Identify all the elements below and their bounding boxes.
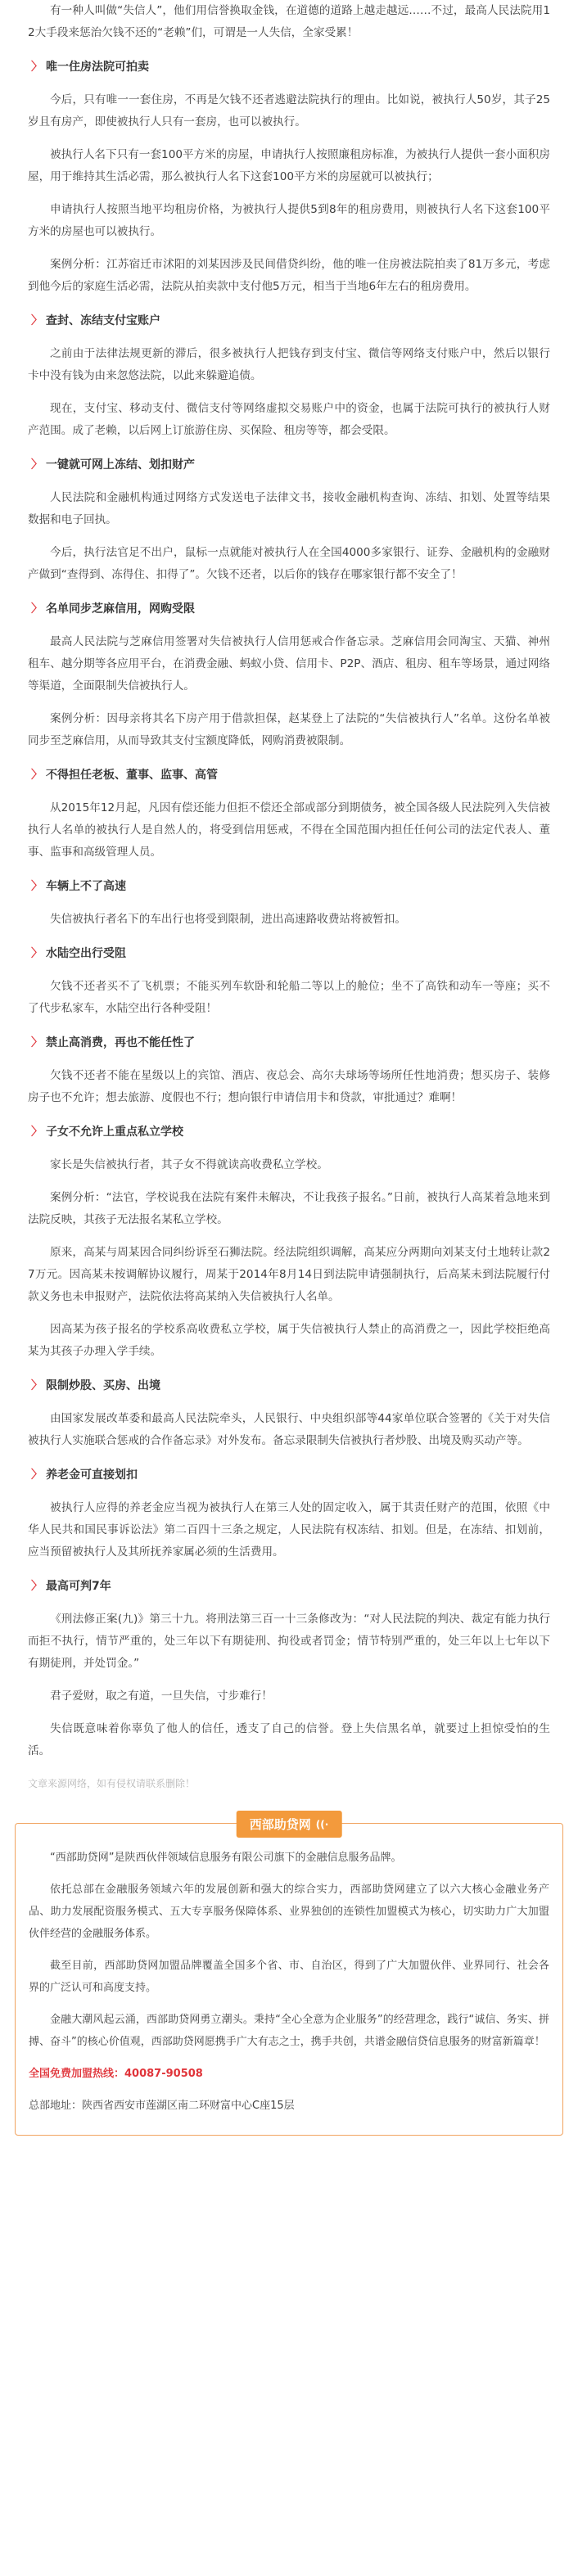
intro-paragraph: 有一种人叫做“失信人”，他们用信誉换取金钱，在道德的道路上越走越远……不过，最高人民法院用12大手段来惩治欠钱不还的“老赖”们，可谓是一人失信，全家受累！ (28, 4, 550, 39)
closing-paragraph: 君子爱财，取之有道，一旦失信，寸步难行！ (50, 1690, 273, 1703)
section-heading (28, 55, 550, 78)
company-paragraph: 截至目前，西部助贷网加盟品牌覆盖全国多个省、市、自治区，得到了广大加盟伙伴、业界同行、社会各界的广泛认可和高度支持。 (29, 1960, 549, 1994)
section-title: 查封、冻结支付宝账户 (46, 314, 160, 327)
arrow-right-icon: 〉 (31, 314, 43, 327)
section-heading (28, 1120, 550, 1143)
paragraph: 今后，只有唯一一套住房，不再是欠钱不还者逃避法院执行的理由。比如说，被执行人50岁，其子25岁且有房产，即使被执行人只有一套房，也可以被执行。 (28, 93, 550, 129)
section-heading (28, 1031, 550, 1053)
brand-badge-label: 西部助贷网 (249, 1817, 311, 1832)
section-title: 车辆上不了高速 (46, 880, 126, 893)
paragraph: 从2015年12月起，凡因有偿还能力但拒不偿还全部或部分到期债务，被全国各级人民法院列入失信被执行人名单的被执行人是自然人的，将受到信用惩戒，不得在全国范围内担任任何公司的法定代表人、董事、监事和高级管理人员。 (28, 801, 550, 859)
section-title: 子女不允许上重点私立学校 (46, 1126, 183, 1139)
paragraph: 现在，支付宝、移动支付、微信支付等网络虚拟交易账户中的资金，也属于法院可执行的被执行人财产范围。成了老赖，以后网上订旅游住房、买保险、租房等等，都会受限。 (28, 402, 550, 437)
arrow-right-icon: 〉 (31, 1036, 43, 1049)
paragraph: 由国家发展改革委和最高人民法院牵头，人民银行、中央组织部等44家单位联合签署的《关于对失信被执行人实施联合惩戒的合作备忘录》对外发布。备忘录限制失信被执行者炒股、出境及购买动产等。 (28, 1412, 550, 1447)
section-heading (28, 763, 550, 786)
source-disclaimer: 文章来源网络，如有侵权请联系删除！ (28, 1778, 196, 1789)
company-paragraph: “西部助贷网”是陕西伙伴领域信息服务有限公司旗下的金融信息服务品牌。 (50, 1852, 402, 1864)
section-title: 一键就可网上冻结、划扣财产 (46, 458, 195, 471)
section-title: 水陆空出行受阻 (46, 947, 126, 960)
paragraph: 案例分析：“法官，学校说我在法院有案件未解决，不让我孩子报名。”日前，被执行人高某着急地来到法院反映，其孩子无法报名某私立学校。 (28, 1191, 550, 1226)
paragraph: 欠钱不还者不能在星级以上的宾馆、酒店、夜总会、高尔夫球场等场所任性地消费；想买房子、装修房子也不允许；想去旅游、度假也不行；想向银行申请信用卡和贷款，审批通过？难啊！ (28, 1069, 550, 1104)
section-heading (28, 453, 550, 476)
company-paragraph: 依托总部在金融服务领域六年的发展创新和强大的综合实力，西部助贷网建立了以六大核心金融业务产品、助力发展配资服务模式、五大专享服务保障体系、业界独创的连锁性加盟模式为核心，切实助力广大加盟伙伴经营的金融服务体系。 (29, 1884, 549, 1940)
arrow-right-icon: 〉 (31, 769, 43, 782)
arrow-right-icon: 〉 (31, 1126, 43, 1139)
closing-paragraph: 失信既意味着你辜负了他人的信任，透支了自己的信誉。登上失信黑名单，就要过上担惊受怕的生活。 (28, 1722, 550, 1757)
paragraph: 失信被执行者名下的车出行也将受到限制，进出高速路收费站将被暂扣。 (50, 913, 406, 926)
paragraph: 申请执行人按照当地平均租房价格，为被执行人提供5到8年的租房费用，则被执行人名下这套100平方米的房屋也可以被执行。 (28, 203, 550, 238)
arrow-right-icon: 〉 (31, 1580, 43, 1593)
section-title: 最高可判7年 (46, 1580, 111, 1593)
arrow-right-icon: 〉 (31, 1379, 43, 1392)
paragraph: 今后，执行法官足不出户，鼠标一点就能对被执行人在全国4000多家银行、证券、金融机构的金融财产做到“查得到、冻得住、扣得了”。欠钱不还者，以后你的钱存在哪家银行都不安全了！ (28, 546, 550, 581)
section-heading (28, 1374, 550, 1396)
section-title: 禁止高消费，再也不能任性了 (46, 1036, 195, 1049)
paragraph: 家长是失信被执行者，其子女不得就读高收费私立学校。 (50, 1158, 328, 1171)
paragraph: 最高人民法院与芝麻信用签署对失信被执行人信用惩戒合作备忘录。芝麻信用会同淘宝、天猫、神州租车、越分期等各应用平台，在消费金融、蚂蚁小贷、信用卡、P2P、酒店、租房、租车等场景，通过网络等渠道，全面限制失信被执行人。 (28, 635, 550, 692)
address: 总部地址：陕西省西安市莲湖区南二环财富中心C座15层 (29, 2100, 295, 2112)
arrow-right-icon: 〉 (31, 458, 43, 471)
paragraph: 被执行人名下只有一套100平方米的房屋，申请执行人按照廉租房标准，为被执行人提供一套小面积房屋，用于维持其生活必需，那么被执行人名下这套100平方米的房屋就可以被执行； (28, 148, 550, 183)
company-info-box (15, 1817, 563, 2136)
hotline: 全国免费加盟热线：40087-90508 (29, 2068, 203, 2080)
paragraph: 因高某为孩子报名的学校系高收费私立学校，属于失信被执行人禁止的高消费之一，因此学校拒绝高某为其孩子办理入学手续。 (28, 1323, 550, 1358)
brand-badge (237, 1811, 342, 1838)
paragraph: 人民法院和金融机构通过网络方式发送电子法律文书，接收金融机构查询、冻结、扣划、处置等结果数据和电子回执。 (28, 491, 550, 526)
paragraph: 案例分析：江苏宿迁市沭阳的刘某因涉及民间借贷纠纷，他的唯一住房被法院拍卖了81万多元，考虑到他今后的家庭生活必需，法院从拍卖款中支付他5万元，相当于当地6年左右的租房费用。 (28, 258, 550, 293)
paragraph: 欠钱不还者买不了飞机票；不能买列车软卧和轮船二等以上的舱位；坐不了高铁和动车一等座；买不了代步私家车，水陆空出行各种受阻！ (28, 980, 550, 1015)
section-title: 不得担任老板、董事、监事、高管 (46, 769, 218, 782)
arrow-right-icon: 〉 (31, 602, 43, 616)
section-heading (28, 1574, 550, 1597)
company-paragraph: 金融大潮风起云涌，西部助贷网勇立潮头。秉持“全心全意为企业服务”的经营理念，践行“诚信、务实、拼搏、奋斗”的核心价值观，西部助贷网愿携手广大有志之士，携手共创，共谱金融信贷信息服务的财富新篇章！ (29, 2014, 549, 2048)
paragraph: 被执行人应得的养老金应当视为被执行人在第三人处的固定收入，属于其责任财产的范围，依照《中华人民共和国民事诉讼法》第二百四十三条之规定，人民法院有权冻结、扣划。但是，在冻结、扣划前，应当预留被执行人及其所抚养家属必须的生活费用。 (28, 1501, 550, 1559)
section-title: 名单同步芝麻信用，网购受限 (46, 602, 195, 616)
section-heading (28, 309, 550, 332)
paragraph: 《刑法修正案(九)》第三十九。将刑法第三百一十三条修改为：“对人民法院的判决、裁定有能力执行而拒不执行，情节严重的，处三年以下有期徒刑、拘役或者罚金；情节特别严重的，处三年以上七年以下有期徒刑，并处罚金。” (28, 1613, 550, 1670)
section-title: 养老金可直接划扣 (46, 1468, 138, 1482)
wifi-icon: ((· (315, 1818, 329, 1830)
section-title: 限制炒股、买房、出境 (46, 1379, 160, 1392)
section-heading (28, 1463, 550, 1486)
paragraph: 之前由于法律法规更新的滞后，很多被执行人把钱存到支付宝、微信等网络支付账户中，然后以银行卡中没有钱为由来忽悠法院，以此来躲避追债。 (28, 347, 550, 382)
section-title: 唯一住房法院可拍卖 (46, 61, 149, 74)
arrow-right-icon: 〉 (31, 947, 43, 960)
arrow-right-icon: 〉 (31, 1468, 43, 1482)
paragraph: 原来，高某与周某因合同纠纷诉至石狮法院。经法院组织调解，高某应分两期向刘某支付土地转让款27万元。因高某未按调解协议履行，周某于2014年8月14日到法院申请强制执行，后高某未到法院履行付款义务也未申报财产，法院依法将高某纳入失信被执行人名单。 (28, 1246, 550, 1303)
arrow-right-icon: 〉 (31, 61, 43, 74)
section-heading (28, 874, 550, 897)
section-heading (28, 597, 550, 620)
paragraph: 案例分析：因母亲将其名下房产用于借款担保，赵某登上了法院的“失信被执行人”名单。这份名单被同步至芝麻信用，从而导致其支付宝额度降低，网购消费被限制。 (28, 712, 550, 747)
section-heading (28, 941, 550, 964)
arrow-right-icon: 〉 (31, 880, 43, 893)
